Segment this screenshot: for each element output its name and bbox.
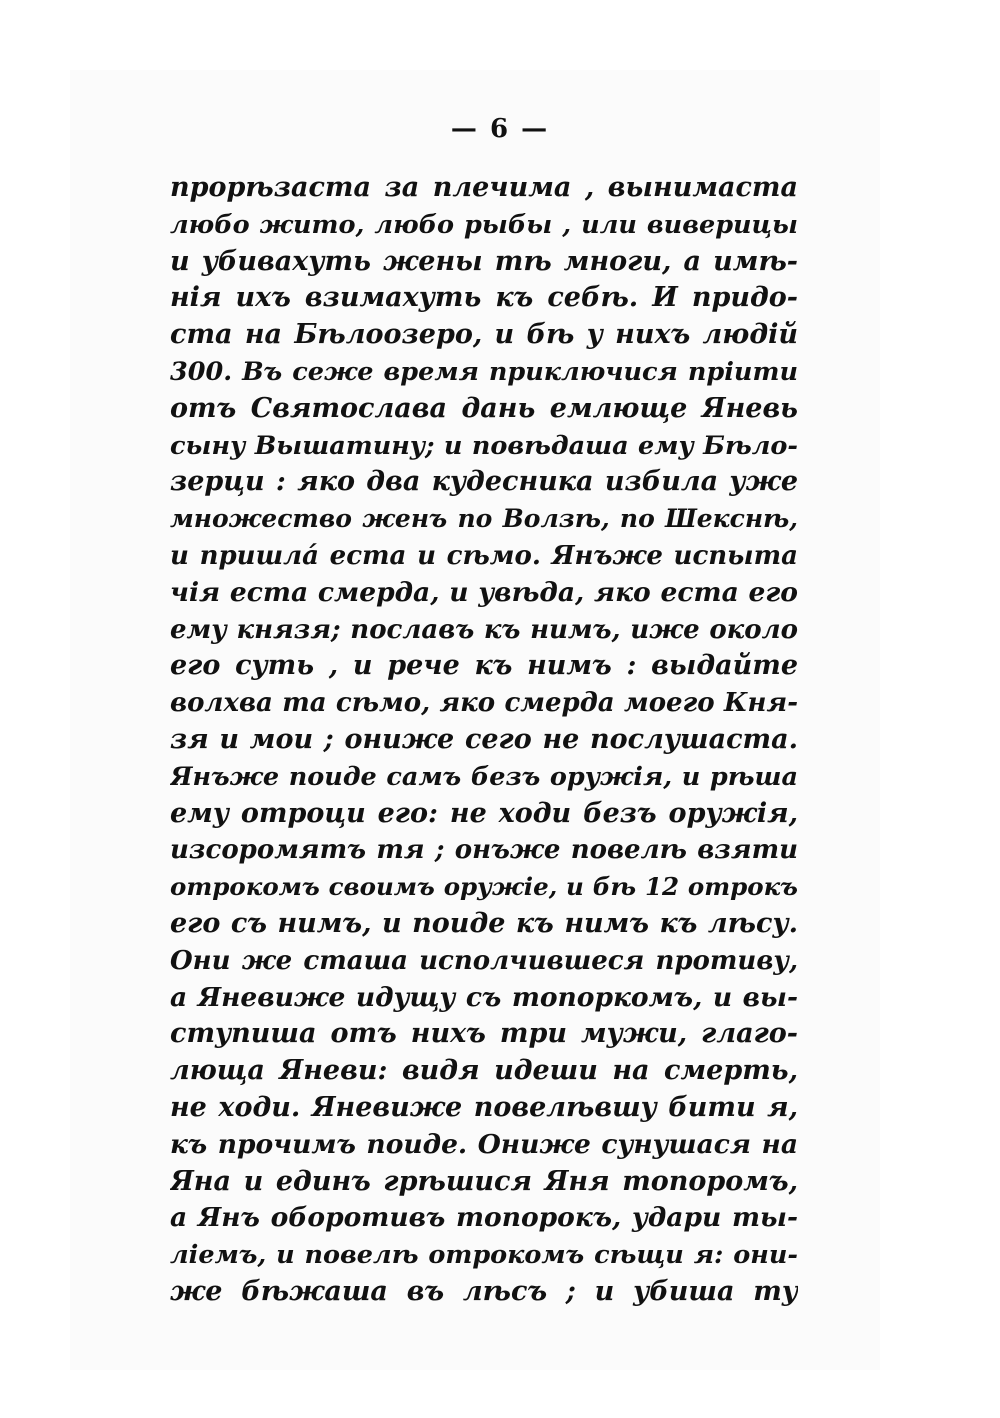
text-line: ліемъ, и повелѣ отрокомъ сѣщи я: они- [170, 1240, 798, 1271]
text-line: зя и мои ; ониже сего не послушаста. [170, 723, 798, 755]
text-line: отрокомъ своимъ оружіе, и бѣ 12 отрокъ [170, 872, 798, 902]
text-line: Яна и единъ грѣшися Яня топоромъ, [170, 1165, 798, 1197]
text-line: же бѣжаша въ лѣсъ ; и убиша ту [170, 1275, 798, 1307]
text-line: изсоромятъ тя ; онъже повелѣ взяти [170, 835, 798, 866]
text-line: чія еста смерда, и увѣда, яко еста его [170, 576, 798, 608]
text-line: и убивахуть жены тѣ многи, а имѣ- [170, 245, 798, 277]
text-line: ему отроци его: не ходи безъ оружія, [170, 797, 798, 829]
text-line: а Яневиже идущу съ топоркомъ, и вы- [170, 981, 798, 1013]
text-line: любо жито, любо рыбы , или виверицы [170, 209, 798, 240]
text-line: ему князя; пославъ къ нимъ, иже около [170, 614, 798, 645]
page-number: — 6 — [450, 114, 550, 144]
text-line: его съ нимъ, и поиде къ нимъ къ лѣсу. [170, 907, 798, 939]
text-line: 300. Въ сеже время приключися прiити [170, 356, 798, 387]
text-line: множество женъ по Волзѣ, по Шекснѣ, [170, 504, 798, 534]
text-line: люща Яневи: видя идеши на смерть, [170, 1055, 798, 1087]
text-line: зерци : яко два кудесника избила уже [170, 466, 798, 498]
text-line: его суть , и рече къ нимъ : выдайте [170, 650, 798, 682]
text-line: сыну Вышатину; и повѣдаша ему Бѣло- [170, 430, 798, 461]
text-line: и пришлá еста и сѣмо. Янъже испыта [170, 540, 798, 571]
text-line: нія ихъ взимахуть къ себѣ. И придо- [170, 282, 798, 314]
text-line: Они же сташа исполчившеся противу, [170, 945, 798, 976]
text-line: къ прочимъ поиде. Ониже сунушася на [170, 1128, 798, 1160]
text-line: Янъже поиде самъ безъ оружія, и рѣша [170, 761, 798, 792]
text-line: отъ Святослава дань емлюще Яневь [170, 392, 798, 424]
text-line: прорѣзаста за плечима , вынимаста [170, 172, 798, 203]
text-line: а Янъ оборотивъ топорокъ, удари ты- [170, 1202, 798, 1234]
text-line: волхва та сѣмо, яко смерда моего Кня- [170, 688, 798, 719]
text-line: ступиша отъ нихъ три мужи, глаго- [170, 1018, 798, 1050]
text-line: не ходи. Яневиже повелѣвшу бити я, [170, 1091, 798, 1123]
text-line: ста на Бѣлоозеро, и бѣ у нихъ людій [170, 319, 798, 351]
body-text [170, 170, 798, 1311]
